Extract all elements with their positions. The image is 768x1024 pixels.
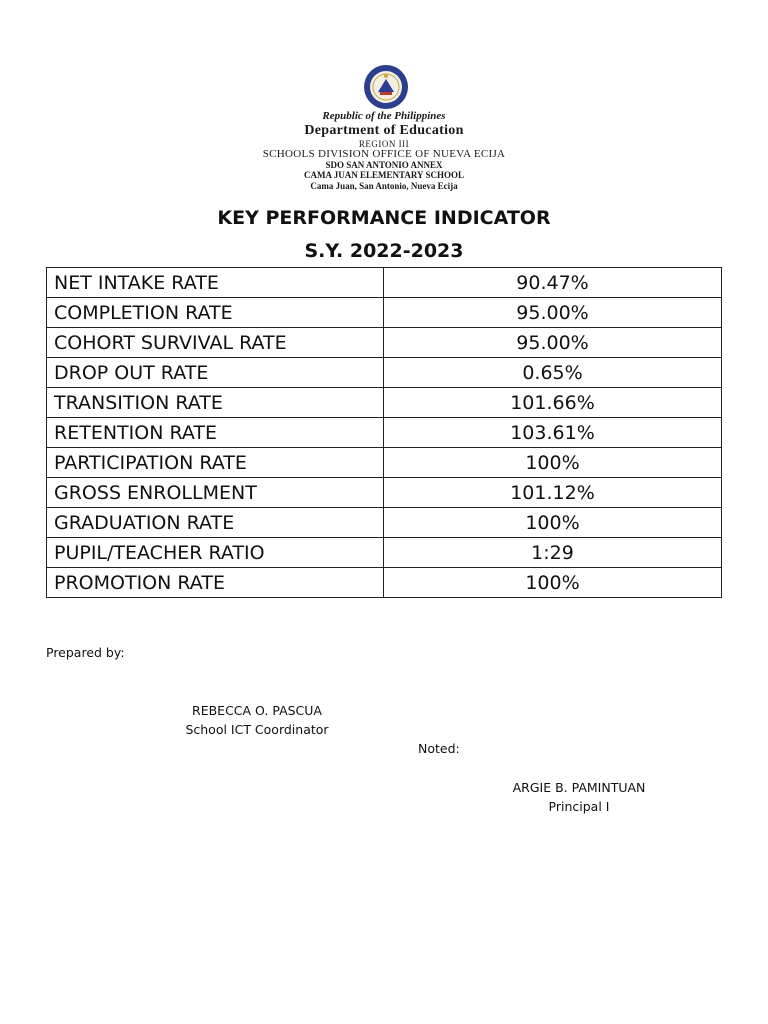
republic-line: Republic of the Philippines <box>322 110 446 122</box>
kpi-value: 0.65% <box>384 358 722 388</box>
table-row <box>47 418 722 448</box>
kpi-label: GROSS ENROLLMENT <box>47 478 384 508</box>
table-row <box>47 508 722 538</box>
kpi-value: 101.12% <box>384 478 722 508</box>
kpi-label: DROP OUT RATE <box>47 358 384 388</box>
preparer-name: REBECCA O. PASCUA <box>192 703 322 718</box>
noted-label: Noted: <box>418 741 460 756</box>
table-row <box>47 538 722 568</box>
sdo-line: SDO SAN ANTONIO ANNEX <box>325 160 443 170</box>
region-line: REGION III <box>358 139 410 149</box>
table-row <box>47 268 722 298</box>
kpi-table <box>46 267 722 598</box>
department-line: Department of Education <box>304 123 464 138</box>
kpi-label: TRANSITION RATE <box>47 388 384 418</box>
kpi-value: 101.66% <box>384 388 722 418</box>
kpi-value: 100% <box>384 568 722 598</box>
deped-seal-icon <box>354 64 418 110</box>
prepared-by-label: Prepared by: <box>46 645 125 660</box>
school-line: CAMA JUAN ELEMENTARY SCHOOL <box>304 170 464 180</box>
kpi-label: RETENTION RATE <box>47 418 384 448</box>
preparer-role: School ICT Coordinator <box>185 722 329 737</box>
table-row <box>47 328 722 358</box>
kpi-label: PARTICIPATION RATE <box>47 448 384 478</box>
kpi-label: PUPIL/TEACHER RATIO <box>47 538 384 568</box>
table-row <box>47 388 722 418</box>
division-line: SCHOOLS DIVISION OFFICE OF NUEVA ECIJA <box>262 148 506 160</box>
noter-role: Principal I <box>548 799 610 814</box>
kpi-label: COHORT SURVIVAL RATE <box>47 328 384 358</box>
kpi-value: 100% <box>384 508 722 538</box>
kpi-value: 103.61% <box>384 418 722 448</box>
kpi-value: 95.00% <box>384 328 722 358</box>
kpi-label: NET INTAKE RATE <box>47 268 384 298</box>
noter-name: ARGIE B. PAMINTUAN <box>512 780 646 795</box>
school-year: S.Y. 2022-2023 <box>304 240 464 262</box>
kpi-value: 1:29 <box>384 538 722 568</box>
kpi-value: 90.47% <box>384 268 722 298</box>
table-row <box>47 358 722 388</box>
table-row <box>47 298 722 328</box>
table-row <box>47 568 722 598</box>
kpi-label: GRADUATION RATE <box>47 508 384 538</box>
address-line: Cama Juan, San Antonio, Nueva Ecija <box>310 181 458 191</box>
kpi-value: 100% <box>384 448 722 478</box>
document-title: KEY PERFORMANCE INDICATOR <box>217 207 551 229</box>
table-row <box>47 478 722 508</box>
table-row <box>47 448 722 478</box>
kpi-value: 95.00% <box>384 298 722 328</box>
kpi-label: COMPLETION RATE <box>47 298 384 328</box>
kpi-label: PROMOTION RATE <box>47 568 384 598</box>
